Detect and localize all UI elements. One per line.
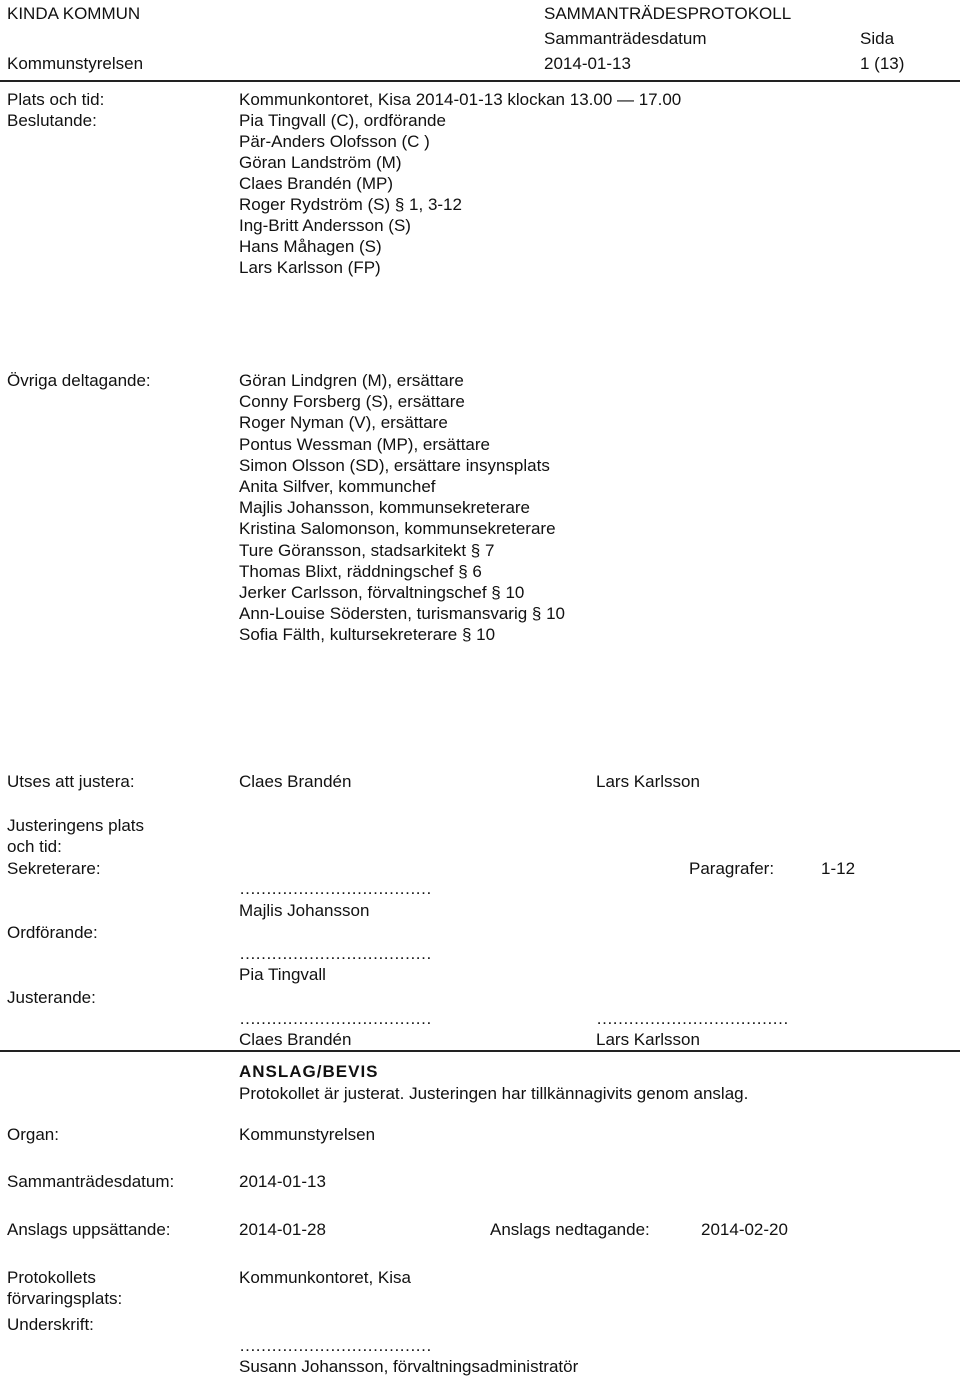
meeting-date-label: Sammanträdesdatum (544, 29, 707, 48)
municipality-name: KINDA KOMMUN (7, 4, 141, 23)
secretary-signature-line: ……………………………… (239, 879, 431, 898)
meeting-date: 2014-01-13 (544, 54, 631, 73)
storage-label-2: förvaringsplats: (7, 1289, 123, 1308)
participant: Ann-Louise Södersten, turismansvarig § 10 (239, 604, 566, 624)
secretary-name: Majlis Johansson (239, 901, 370, 920)
adjusting-signature-line-1: ……………………………… (239, 1009, 431, 1028)
participant: Göran Lindgren (M), ersättare (239, 371, 464, 390)
participant: Conny Forsberg (S), ersättare (239, 392, 465, 412)
posted-value: 2014-01-28 (239, 1220, 326, 1239)
deciding-member: Göran Landström (M) (239, 153, 402, 172)
storage-value: Kommunkontoret, Kisa (239, 1268, 411, 1287)
page-label: Sida (860, 29, 895, 48)
deciding-member: Lars Karlsson (FP) (239, 258, 381, 277)
deciding-member: Claes Brandén (MP) (239, 174, 394, 193)
adjustment-place-label-1: Justeringens plats (7, 816, 145, 835)
adjusting-name-1: Claes Brandén (239, 1030, 352, 1049)
notice-text: Protokollet är justerat. Justeringen har tillkännagivits genom anslag. (239, 1084, 749, 1103)
participant: Sofia Fälth, kultursekreterare § 10 (239, 625, 496, 645)
deciding-list (239, 110, 462, 278)
deciding-member: Pia Tingvall (C), ordförande (239, 111, 446, 130)
deciding-member: Pär-Anders Olofsson (C ) (239, 132, 430, 151)
chair-label: Ordförande: (7, 923, 98, 942)
adjusting-signature-line-2: ……………………………… (596, 1009, 788, 1028)
place-time-label: Plats och tid: (7, 90, 105, 109)
deciding-member: Roger Rydström (S) § 1, 3-12 (239, 195, 462, 214)
participant: Jerker Carlsson, förvaltningschef § 10 (239, 582, 525, 602)
header-divider (0, 80, 960, 82)
chair-name: Pia Tingvall (239, 965, 326, 984)
posted-label: Anslags uppsättande: (7, 1220, 171, 1239)
paragraphs-value: 1-12 (821, 859, 856, 878)
page-number: 1 (13) (860, 54, 905, 73)
signature-name: Susann Johansson, förvaltningsadministratör (239, 1357, 579, 1376)
adjuster-1: Claes Brandén (239, 772, 352, 791)
adjusting-name-2: Lars Karlsson (596, 1030, 700, 1049)
organ-label: Organ: (7, 1125, 59, 1144)
participant: Roger Nyman (V), ersättare (239, 413, 448, 433)
adjustment-place-label-2: och tid: (7, 837, 62, 856)
secretary-label: Sekreterare: (7, 859, 101, 878)
participant: Pontus Wessman (MP), ersättare (239, 434, 490, 454)
removed-value: 2014-02-20 (701, 1220, 788, 1239)
deciding-member: Hans Måhagen (S) (239, 237, 382, 256)
participant: Anita Silfver, kommunchef (239, 476, 436, 496)
committee-name: Kommunstyrelsen (7, 54, 144, 73)
paragraphs-label: Paragrafer: (689, 859, 775, 878)
notice-title: ANSLAG/BEVIS (239, 1062, 379, 1081)
notice-divider (0, 1050, 960, 1052)
adjuster-2: Lars Karlsson (596, 772, 700, 791)
removed-label: Anslags nedtagande: (490, 1220, 650, 1239)
storage-label-1: Protokollets (7, 1268, 96, 1287)
participant: Ture Göransson, stadsarkitekt § 7 (239, 540, 495, 560)
participant: Kristina Salomonson, kommunsekreterare (239, 519, 556, 539)
participant: Thomas Blixt, räddningschef § 6 (239, 561, 482, 581)
organ-value: Kommunstyrelsen (239, 1125, 376, 1144)
signature-label: Underskrift: (7, 1315, 94, 1334)
deciding-member: Ing-Britt Andersson (S) (239, 216, 411, 235)
participant: Simon Olsson (SD), ersättare insynsplats (239, 455, 550, 475)
document-type: SAMMANTRÄDESPROTOKOLL (544, 4, 792, 23)
adjusting-label: Justerande: (7, 988, 96, 1007)
others-list (239, 370, 565, 645)
others-label: Övriga deltagande: (7, 371, 151, 390)
place-time-value: Kommunkontoret, Kisa 2014-01-13 klockan 13.00 — 17.00 (239, 90, 682, 109)
signature-line: ……………………………… (239, 1336, 431, 1355)
chair-signature-line: ……………………………… (239, 944, 431, 963)
deciding-label: Beslutande: (7, 111, 97, 130)
notice-meeting-date-value: 2014-01-13 (239, 1172, 326, 1191)
adjusters-label: Utses att justera: (7, 772, 135, 791)
participant: Majlis Johansson, kommunsekreterare (239, 498, 531, 518)
notice-meeting-date-label: Sammanträdesdatum: (7, 1172, 175, 1191)
